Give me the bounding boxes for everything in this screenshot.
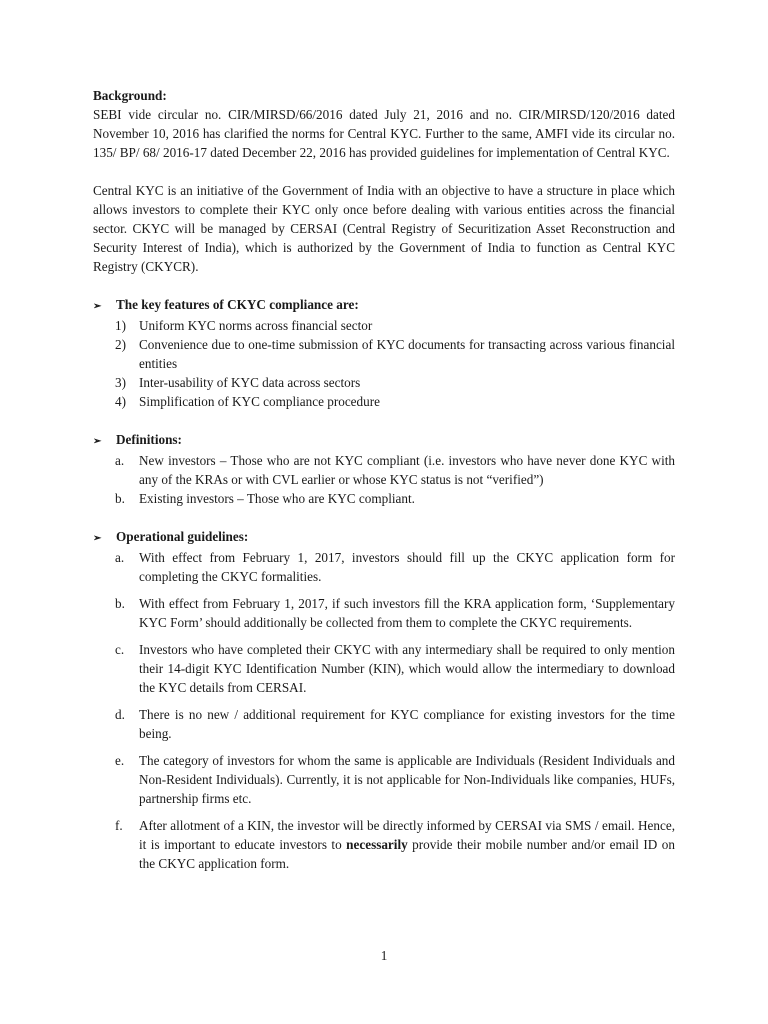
list-item xyxy=(93,751,675,808)
background-section xyxy=(93,86,675,276)
list-item-text: Convenience due to one-time submission of KYC documents for transacting across various financial entities xyxy=(139,337,675,371)
document-page xyxy=(93,86,675,881)
background-paragraph-2: Central KYC is an initiative of the Government of India with an objective to have a structure in place which allows investors to complete their KYC only once before dealing with various entities across the financial sector. CKYC will be managed by CERSAI (Central Registry of Securitization Asset Reconstruction and Security Interest of India), which is authorized by the Government of India to function as Central KYC Registry (CKYCR). xyxy=(93,183,675,274)
list-item xyxy=(93,640,675,697)
list-item-text: The category of investors for whom the same is applicable are Individuals (Resident Individuals and Non-Resident Individuals). Currently, it is not applicable for Non-Individuals like companies, HUFs, partnership firms etc. xyxy=(139,753,675,806)
arrow-bullet-icon: ➢ xyxy=(93,436,102,447)
list-item-text xyxy=(139,816,675,873)
key-features-section xyxy=(93,295,675,411)
list-item xyxy=(93,705,675,743)
list-item-text: There is no new / additional requirement for KYC compliance for existing investors for the time being. xyxy=(139,707,675,741)
list-item xyxy=(93,373,675,392)
list-marker: a. xyxy=(115,550,125,565)
list-item xyxy=(93,816,675,873)
arrow-bullet-icon: ➢ xyxy=(93,301,102,312)
key-features-heading-row xyxy=(93,295,675,316)
list-item xyxy=(93,335,675,373)
list-item xyxy=(93,594,675,632)
list-marker: 3) xyxy=(115,375,126,390)
list-item-text: With effect from February 1, 2017, if such investors fill the KRA application form, ‘Supplementary KYC Form’ should additionally be collected from them to complete the CKYC requirements. xyxy=(139,596,675,630)
list-item-text: With effect from February 1, 2017, investors should fill up the CKYC application form for completing the CKYC formalities. xyxy=(139,550,675,584)
list-item xyxy=(93,392,675,411)
list-marker: f. xyxy=(115,818,123,833)
key-features-heading: The key features of CKYC compliance are: xyxy=(116,297,359,312)
list-marker: b. xyxy=(115,596,125,611)
definitions-heading: Definitions: xyxy=(116,432,182,447)
list-item-text: Existing investors – Those who are KYC compliant. xyxy=(139,491,415,506)
list-marker: d. xyxy=(115,707,125,722)
list-item-text: Uniform KYC norms across financial sector xyxy=(139,318,373,333)
list-marker: 4) xyxy=(115,394,126,409)
item-f-text-after: provide their mobile number and/or email ID on the CKYC application form. xyxy=(139,837,675,871)
list-item xyxy=(93,451,675,489)
arrow-bullet-icon: ➢ xyxy=(93,533,102,544)
operational-heading-row xyxy=(93,527,675,548)
definitions-heading-row xyxy=(93,430,675,451)
list-marker: b. xyxy=(115,491,125,506)
list-item xyxy=(93,316,675,335)
operational-guidelines-section xyxy=(93,527,675,873)
background-heading: Background: xyxy=(93,88,167,103)
list-marker: 2) xyxy=(115,337,126,352)
definitions-section xyxy=(93,430,675,508)
operational-heading: Operational guidelines: xyxy=(116,529,249,544)
background-paragraph-1: SEBI vide circular no. CIR/MIRSD/66/2016 dated July 21, 2016 and no. CIR/MIRSD/120/2016 dated November 10, 2016 has clarified the norms for Central KYC. Further to the same, AMFI vide its circular no. 135/ BP/ 68/ 2016-17 dated December 22, 2016 has provided guidelines for implementation of Central KYC. xyxy=(93,107,675,160)
list-item-text: Inter-usability of KYC data across sectors xyxy=(139,375,361,390)
list-item-text: New investors – Those who are not KYC compliant (i.e. investors who have never done KYC with any of the KRAs or with CVL earlier or whose KYC status is not “verified”) xyxy=(139,453,675,487)
list-item xyxy=(93,548,675,586)
page-number: 1 xyxy=(380,948,388,963)
list-marker: c. xyxy=(115,642,125,657)
list-marker: a. xyxy=(115,453,125,468)
list-marker: 1) xyxy=(115,318,126,333)
list-item xyxy=(93,489,675,508)
list-marker: e. xyxy=(115,753,125,768)
item-f-text-before: After allotment of a KIN, the investor will be directly informed by CERSAI via SMS / email. Hence, it is important to educate investors to xyxy=(139,818,675,852)
item-f-emphasis: necessarily xyxy=(346,837,408,852)
list-item-text: Investors who have completed their CKYC with any intermediary shall be required to only mention their 14-digit KYC Identification Number (KIN), which would allow the intermediary to download the KYC details from CERSAI. xyxy=(139,642,675,695)
list-item-text: Simplification of KYC compliance procedure xyxy=(139,394,380,409)
